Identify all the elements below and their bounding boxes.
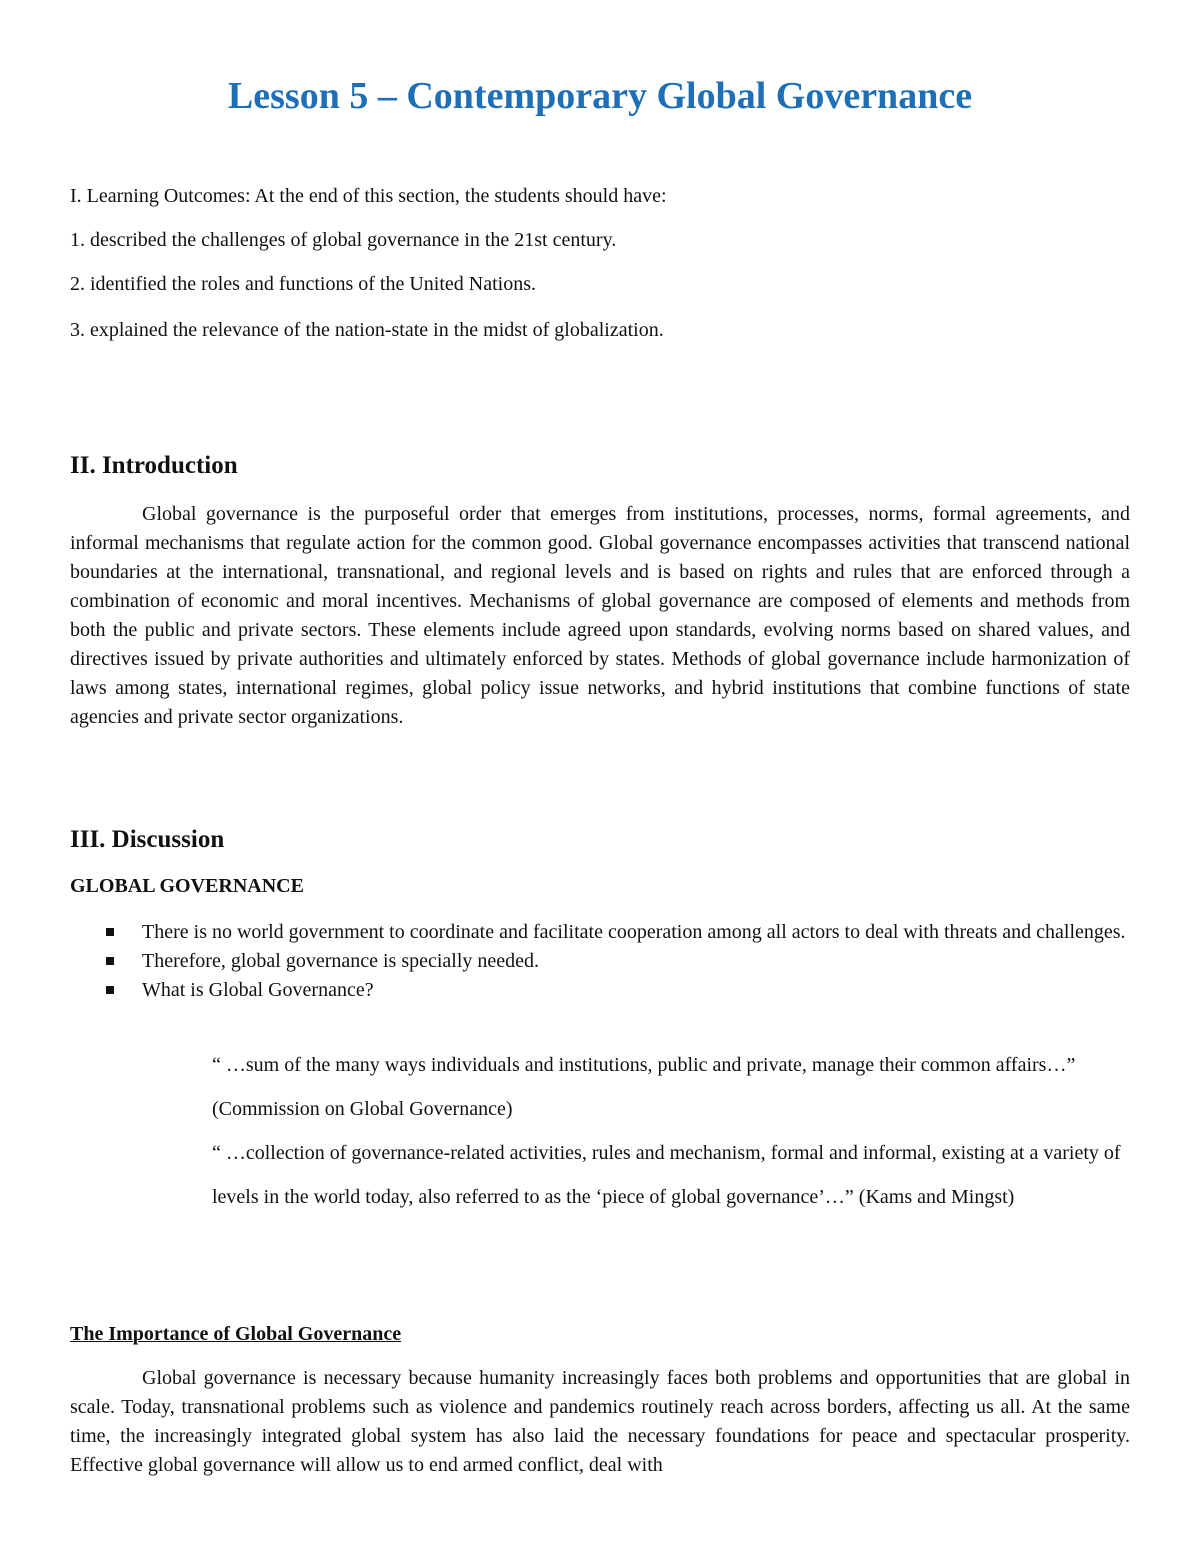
bullet-item	[70, 947, 1130, 976]
bullet-text: There is no world government to coordinate and facilitate cooperation among all actors to deal with threats and challenges.	[142, 921, 1126, 943]
bullet-item	[70, 918, 1130, 947]
square-bullet-icon	[106, 986, 114, 994]
importance-paragraph: Global governance is necessary because humanity increasingly faces both problems and opportunities that are global in scale. Today, transnational problems such as violence and pandemics routinely reach across borders, affecting us all. At the same time, the increasingly integrated global system has also laid the necessary foundations for peace and spectacular prosperity. Effective global governance will allow us to end armed conflict, deal with	[70, 1367, 1130, 1476]
document-page	[70, 0, 1130, 1553]
quote-kams-and-mingst: “ …collection of governance-related activities, rules and mechanism, formal and informal, existing at a variety of levels in the world today, also referred to as the ‘piece of global governance’…” (Kams and Mingst)	[212, 1142, 1121, 1208]
importance-heading: The Importance of Global Governance	[70, 1323, 402, 1345]
discussion-bullet-list	[70, 918, 1130, 1005]
outcome-item-2: 2. identified the roles and functions of the United Nations.	[70, 273, 537, 295]
quote-commission-on-global-governance: “ …sum of the many ways individuals and institutions, public and private, manage their common affairs…” (Commission on Global Governance)	[212, 1054, 1076, 1120]
introduction-paragraph: Global governance is the purposeful order that emerges from institutions, processes, norms, formal agreements, and informal mechanisms that regulate action for the common good. Global governance encompasses activities that transcend national boundaries at the international, transnational, and regional levels and is based on rights and rules that are enforced through a combination of economic and moral incentives. Mechanisms of global governance are composed of elements and methods from both the public and private sectors. These elements include agreed upon standards, evolving norms based on shared values, and directives issued by private authorities and ultimately enforced by states. Methods of global governance include harmonization of laws among states, international regimes, global policy issue networks, and hybrid institutions that combine functions of state agencies and private sector organizations.	[70, 503, 1130, 728]
bullet-item	[70, 976, 1130, 1005]
discussion-heading: III. Discussion	[70, 826, 225, 853]
outcome-item-1: 1. described the challenges of global governance in the 21st century.	[70, 229, 617, 251]
square-bullet-icon	[106, 928, 114, 936]
learning-outcomes-intro: I. Learning Outcomes: At the end of this section, the students should have:	[70, 185, 667, 207]
global-governance-subheading: GLOBAL GOVERNANCE	[70, 875, 304, 897]
introduction-heading: II. Introduction	[70, 452, 238, 479]
outcome-item-3: 3. explained the relevance of the nation-state in the midst of globalization.	[70, 319, 664, 341]
square-bullet-icon	[106, 957, 114, 965]
lesson-title: Lesson 5 – Contemporary Global Governance	[227, 75, 973, 117]
bullet-text: Therefore, global governance is specially needed.	[142, 950, 540, 972]
bullet-text: What is Global Governance?	[142, 979, 374, 1001]
